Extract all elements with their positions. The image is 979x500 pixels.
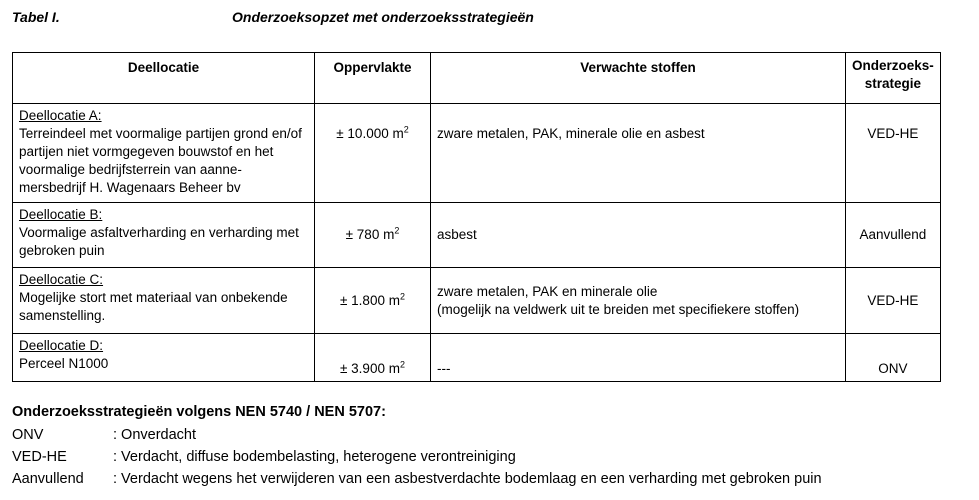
cell-deellocatie bbox=[13, 104, 315, 203]
cell-strategie: VED-HE bbox=[846, 104, 941, 203]
table-label: Tabel I. bbox=[12, 9, 60, 25]
location-desc: Perceel N1000 bbox=[19, 356, 109, 371]
research-table bbox=[12, 52, 941, 382]
legend-text: : Verdacht wegens het verwijderen van een asbestverdachte bodemlaag en een verharding met gebroken puin bbox=[113, 471, 822, 487]
cell-oppervlakte bbox=[315, 334, 431, 382]
legend-item bbox=[12, 468, 822, 490]
stoffen-text: zware metalen, PAK en minerale olie bbox=[437, 283, 658, 299]
stoffen-text: --- bbox=[437, 361, 451, 376]
cell-strategie: VED-HE bbox=[846, 268, 941, 334]
area-unit-sup: 2 bbox=[399, 359, 405, 370]
cell-deellocatie bbox=[13, 334, 315, 382]
table-title: Onderzoeksopzet met onderzoeksstrategieën bbox=[232, 9, 534, 25]
area-unit-sup: 2 bbox=[394, 225, 400, 236]
area-unit-sup: 2 bbox=[399, 291, 405, 301]
legend-code: VED-HE bbox=[12, 449, 67, 465]
area-unit-sup: 2 bbox=[403, 124, 409, 135]
cell-oppervlakte bbox=[315, 104, 431, 203]
cell-stoffen bbox=[431, 268, 846, 334]
table-row bbox=[13, 104, 941, 203]
legend-code: ONV bbox=[12, 427, 44, 443]
cell-strategie: Aanvullend bbox=[846, 203, 941, 268]
table-row bbox=[13, 203, 941, 268]
table-row bbox=[13, 334, 941, 382]
cell-stoffen bbox=[431, 334, 846, 382]
area-value: ± 3.900 m bbox=[340, 361, 400, 376]
legend-item bbox=[12, 424, 822, 446]
location-name: Deellocatie A: bbox=[19, 108, 102, 123]
header-strategie: Onderzoeks- strategie bbox=[846, 53, 941, 104]
stoffen-text: asbest bbox=[437, 227, 477, 242]
legend-text: : Onverdacht bbox=[113, 427, 197, 443]
location-name: Deellocatie D: bbox=[19, 338, 104, 353]
stoffen-text: zware metalen, PAK, minerale olie en asbest bbox=[437, 126, 705, 141]
header-oppervlakte: Oppervlakte bbox=[315, 53, 431, 104]
cell-deellocatie bbox=[13, 268, 315, 334]
location-name: Deellocatie B: bbox=[19, 207, 103, 222]
cell-stoffen bbox=[431, 104, 846, 203]
table-row bbox=[13, 268, 941, 334]
legend-heading: Onderzoeksstrategieën volgens NEN 5740 / NEN 5707: bbox=[12, 404, 386, 420]
cell-stoffen bbox=[431, 203, 846, 268]
area-value: ± 1.800 m bbox=[340, 292, 400, 308]
header-row bbox=[13, 53, 941, 104]
location-name: Deellocatie C: bbox=[19, 272, 104, 287]
legend-item bbox=[12, 446, 822, 468]
legend-text: : Verdacht, diffuse bodembelasting, heterogene verontreiniging bbox=[113, 449, 516, 465]
location-desc: Terreindeel met voormalige partijen grond en/of partijen niet vormgegeven bouwstof en het voormalige bedrijfsterrein van aanne-mersbedrijf H. Wagenaars Beheer bv bbox=[19, 126, 302, 195]
header-stoffen: Verwachte stoffen bbox=[431, 53, 846, 104]
location-desc: Mogelijke stort met materiaal van onbekende samenstelling. bbox=[19, 290, 288, 323]
cell-strategie: ONV bbox=[846, 334, 941, 382]
location-desc: Voormalige asfaltverharding en verharding met gebroken puin bbox=[19, 225, 299, 258]
header-deellocatie: Deellocatie bbox=[13, 53, 315, 104]
legend bbox=[12, 404, 822, 490]
cell-deellocatie bbox=[13, 203, 315, 268]
cell-oppervlakte bbox=[315, 268, 431, 334]
cell-oppervlakte bbox=[315, 203, 431, 268]
stoffen-note: (mogelijk na veldwerk uit te breiden met specifiekere stoffen) bbox=[437, 301, 800, 317]
legend-code: Aanvullend bbox=[12, 471, 84, 487]
area-value: ± 780 m bbox=[345, 227, 395, 242]
area-value: ± 10.000 m bbox=[336, 126, 404, 141]
